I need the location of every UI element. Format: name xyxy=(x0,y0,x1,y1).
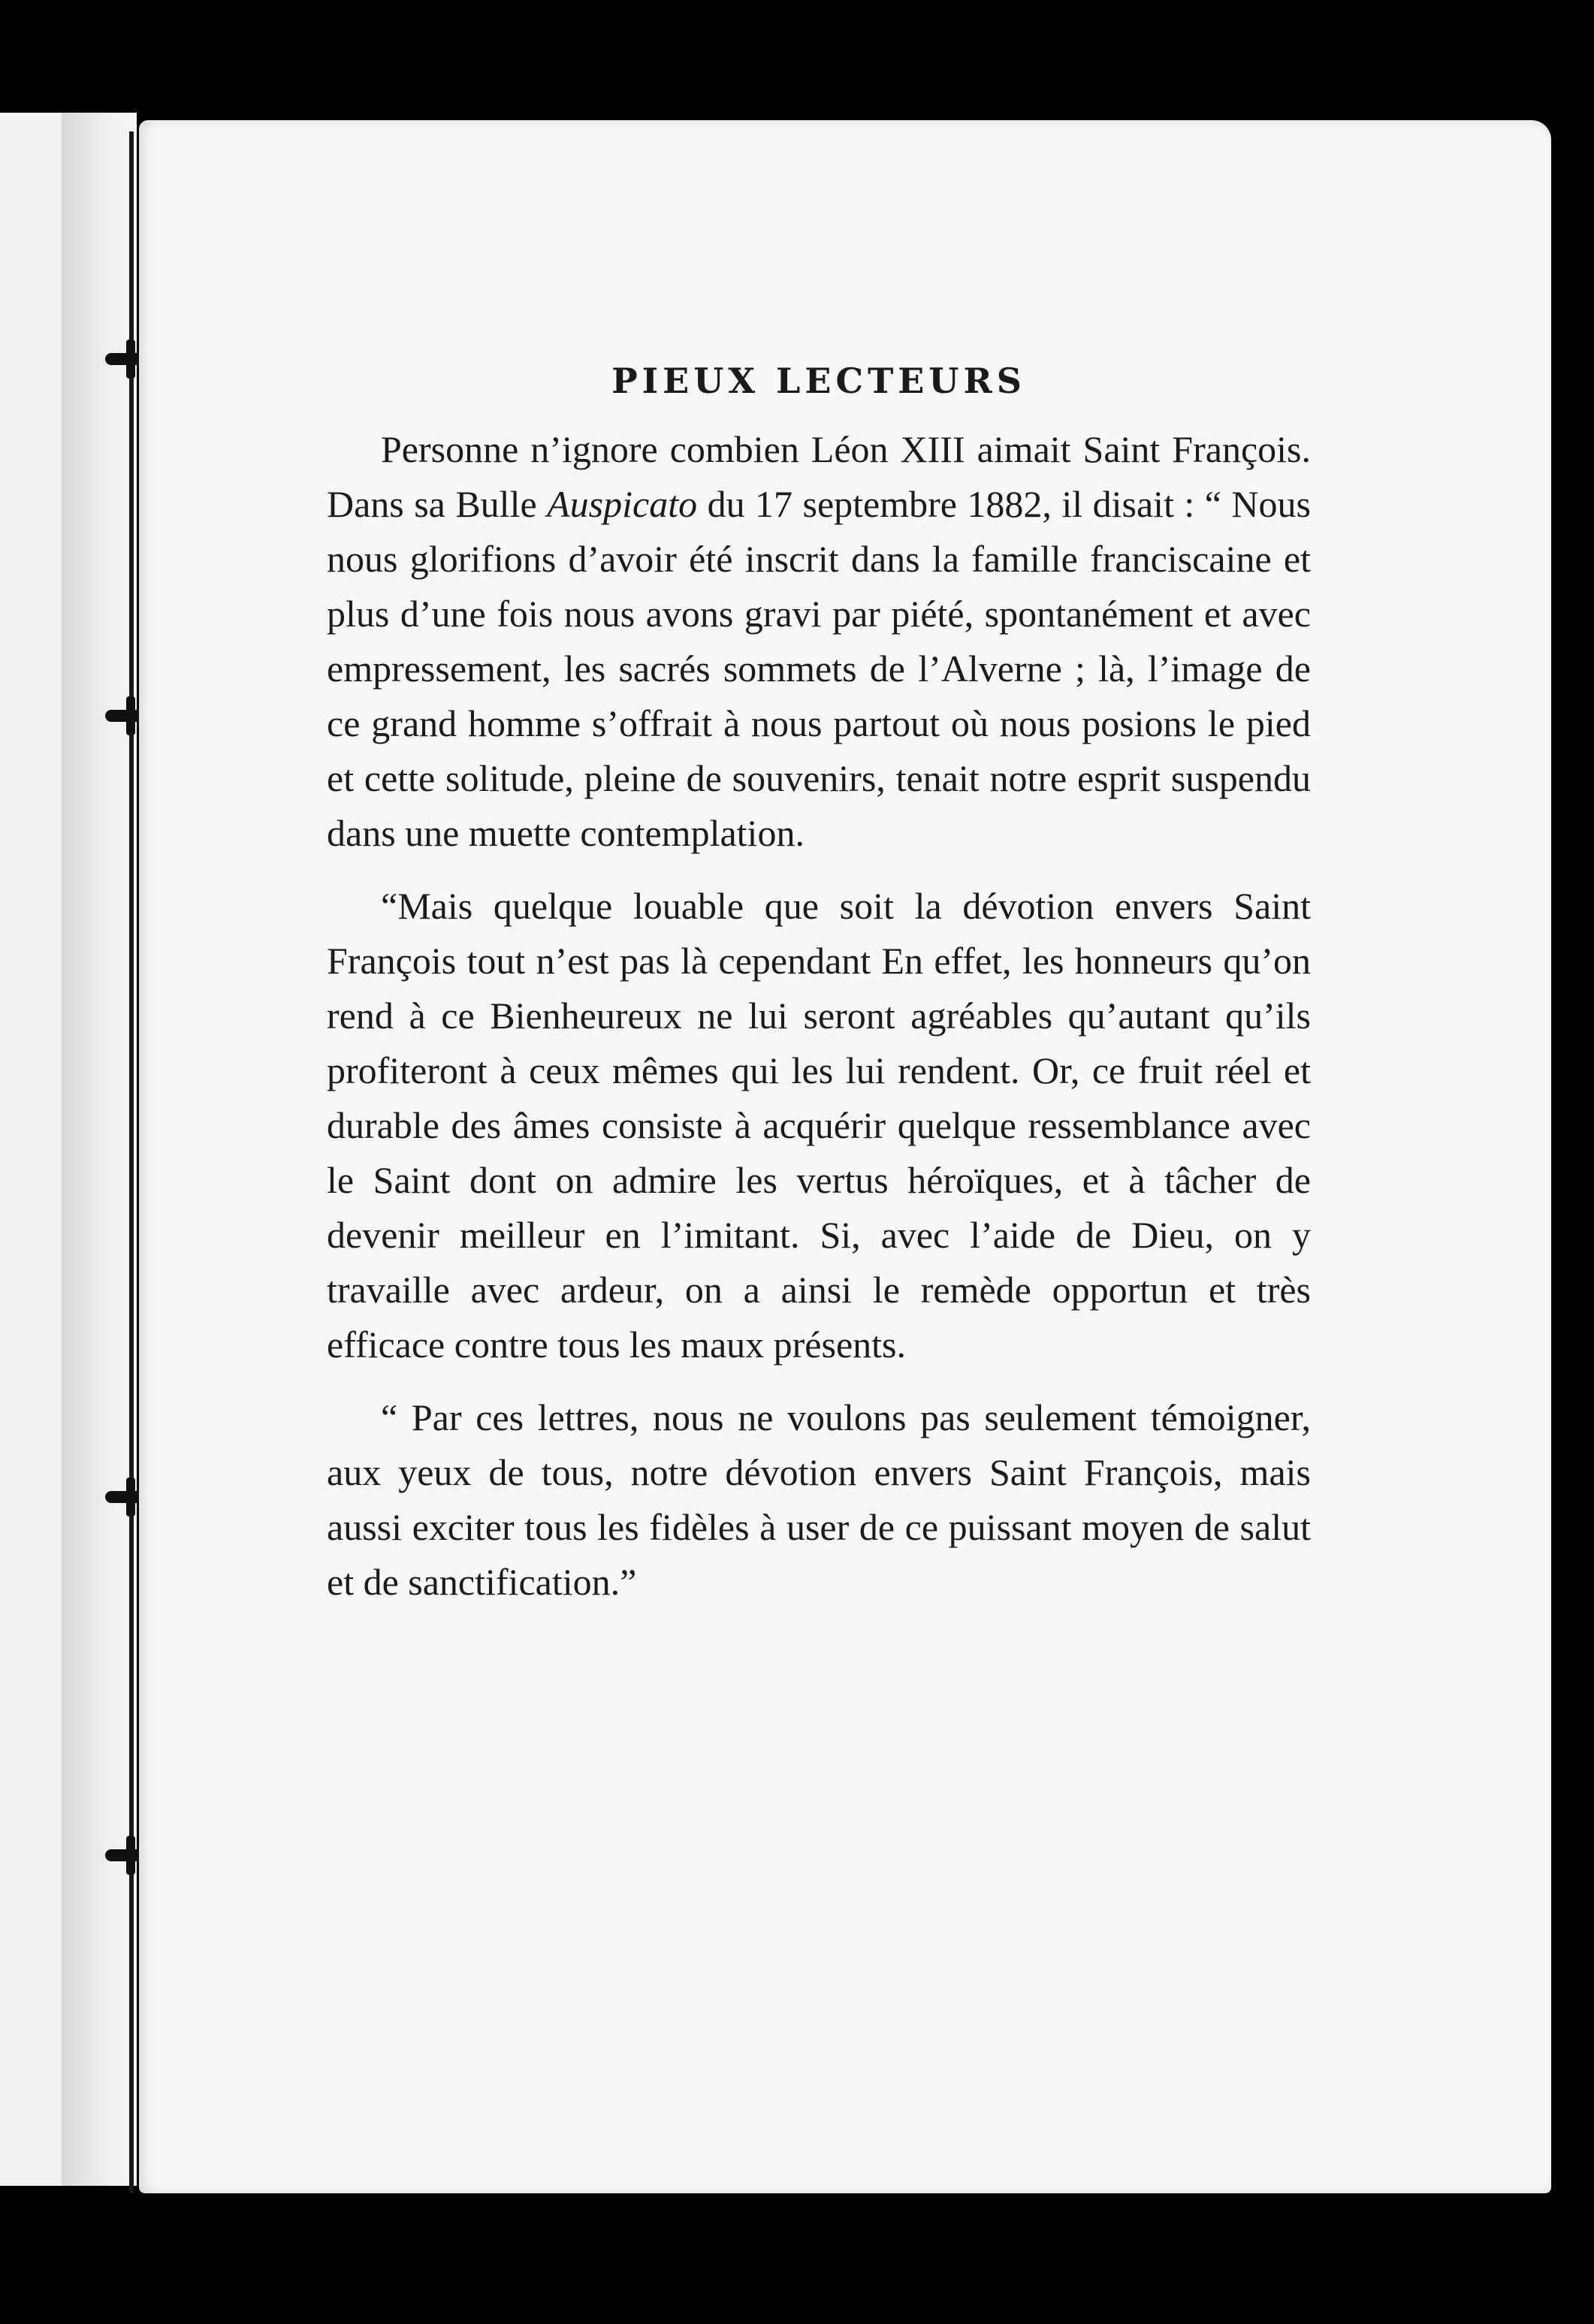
page-text xyxy=(327,361,1311,1628)
bull-title: Auspicato xyxy=(547,483,698,525)
paragraph-1-start: Personne n’ignore combien Léon XIII aimait Saint François. Dans sa Bulle xyxy=(327,428,1311,525)
paragraph-2: “Mais quelque louable que soit la dévotion envers Saint François tout n’est pas là cependant En effet, les honneurs qu’on rend à ce Bienheureux ne lui seront agréables qu’autant qu’ils profiteront à ceux mêmes qui les lui rendent. Or, ce fruit réel et durable des âmes consiste à acquérir quelque ressemblance avec le Saint dont on admire les vertus héroïques, et à tâcher de devenir meilleur en l’imitant. Si, avec l’aide de Dieu, on y travaille avec ardeur, on a ainsi le remède opportun et très efficace contre tous les maux présents. xyxy=(327,885,1311,1366)
paragraph-1-end: du 17 septembre 1882, il disait : “ Nous nous glorifions d’avoir été inscrit dans la famille franciscaine et plus d’une fois nous avons gravi par piété, spontanément et avec empressement, les sacrés sommets de l’Alverne ; là, l’image de ce grand homme s’offrait à nous partout où nous posions le pied et cette solitude, pleine de souvenirs, tenait notre esprit suspendu dans une muette contemplation. xyxy=(327,483,1311,854)
page-heading: PIEUX LECTEURS xyxy=(611,361,1026,401)
paragraph-1 xyxy=(327,422,1311,861)
paragraph-3: “ Par ces lettres, nous ne voulons pas seulement témoigner, aux yeux de tous, notre dévotion envers Saint François, mais aussi exciter tous les fidèles à user de ce puissant moyen de salut et de sanctification.” xyxy=(327,1396,1311,1603)
gutter-shadow xyxy=(62,113,137,2186)
binding-line xyxy=(129,131,134,2193)
previous-page-edge xyxy=(0,113,62,2186)
